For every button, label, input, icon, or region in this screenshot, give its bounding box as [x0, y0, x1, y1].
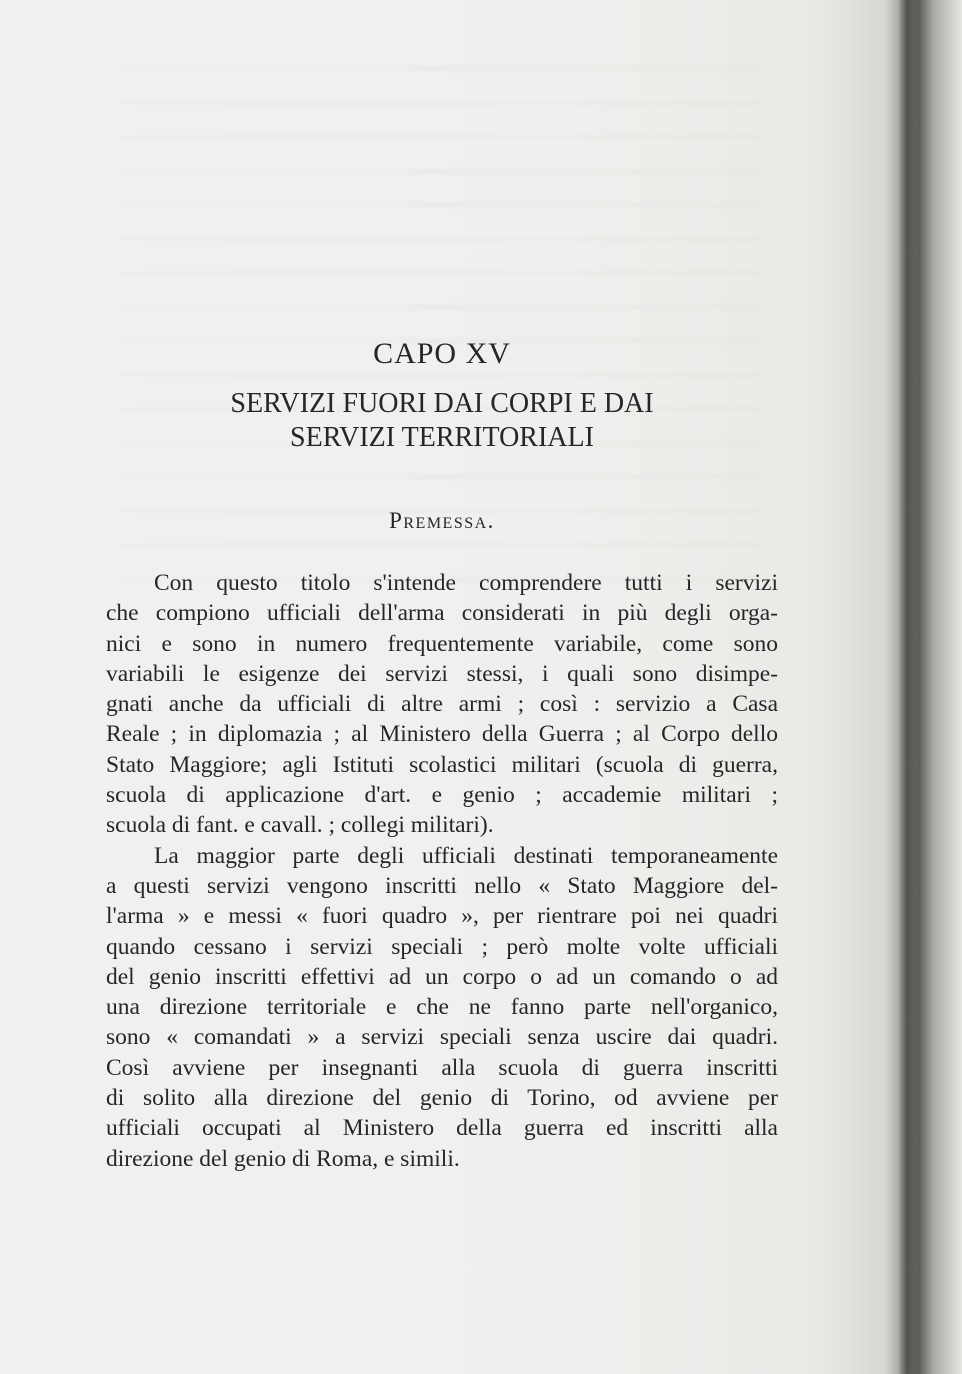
- chapter-title-line: SERVIZI FUORI DAI CORPI E DAI: [230, 388, 654, 419]
- text-line: Reale ; in diplomazia ; al Ministero della Guerra ; al Corpo dello: [106, 721, 778, 748]
- text-line: del genio inscritti effettivi ad un corpo o ad un comando o ad: [106, 963, 778, 990]
- paragraph: [106, 841, 778, 1174]
- show-through-text: [120, 60, 760, 580]
- text-line: quando cessano i servizi speciali ; però molte volte ufficiali: [106, 933, 778, 960]
- text-line: scuola di fant. e cavall. ; collegi militari).: [106, 812, 494, 839]
- text-line: di solito alla direzione del genio di Torino, od avviene per: [106, 1085, 778, 1112]
- text-line: gnati anche da ufficiali di altre armi ; così : servizio a Casa: [106, 691, 778, 718]
- text-line: nici e sono in numero frequentemente variabile, come sono: [106, 630, 778, 657]
- text-line: l'arma » e messi « fuori quadro », per rientrare poi nei quadri: [106, 903, 778, 930]
- text-line: ufficiali occupati al Ministero della guerra ed inscritti alla: [106, 1115, 778, 1142]
- chapter-number: CAPO XV: [373, 337, 511, 370]
- text-line: direzione del genio di Roma, e simili.: [106, 1145, 460, 1172]
- text-line: che compiono ufficiali dell'arma considerati in più degli orga-: [106, 600, 778, 627]
- chapter-title: [106, 387, 778, 455]
- text-line: a questi servizi vengono inscritti nello « Stato Maggiore del-: [106, 872, 778, 899]
- text-line: variabili le esigenze dei servizi stessi, i quali sono disimpe-: [106, 660, 778, 687]
- page-edge-shadow: [898, 0, 918, 1374]
- text-line: Stato Maggiore; agli Istituti scolastici militari (scuola di guerra,: [106, 751, 778, 778]
- paragraph: [106, 568, 778, 841]
- body-text: [106, 568, 778, 1174]
- text-line: sono « comandati » a servizi speciali senza uscire dai quadri.: [106, 1024, 778, 1051]
- text-line: Con questo titolo s'intende comprendere tutti i servizi: [154, 570, 778, 596]
- text-line: scuola di applicazione d'art. e genio ; accademie militari ;: [106, 782, 778, 809]
- text-line: La maggior parte degli ufficiali destinati temporaneamente: [154, 842, 778, 869]
- text-line: Così avviene per insegnanti alla scuola di guerra inscritti: [106, 1054, 778, 1081]
- chapter-title-line: SERVIZI TERRITORIALI: [290, 422, 594, 453]
- section-heading: Premessa.: [389, 508, 495, 533]
- text-line: una direzione territoriale e che ne fanno parte nell'organico,: [106, 994, 778, 1021]
